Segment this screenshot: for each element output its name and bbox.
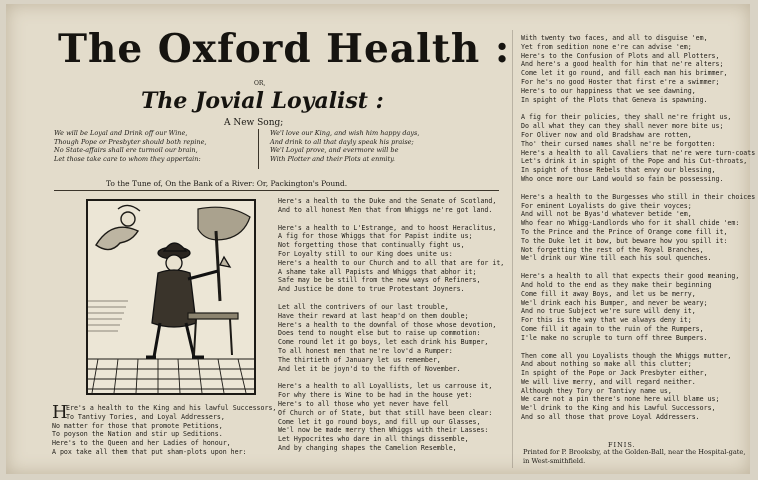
verse-line: And hold to the end as they make their beginning [521,280,712,289]
verse-line: I'le make no scruple to turn off three Bumpers. [521,333,708,342]
verse-line: Ere's a health to the King and his lawful Successors, [66,404,277,412]
verse-line: Come fill it again to the ruin of the Rumpers, [521,324,704,333]
stanza [521,272,753,342]
broadside-subtitle: The Jovial Loyalist : [141,88,384,114]
imprint-line: Printed for P. Brooksby, at the Golden-Ball, near the Hospital-gate, in West-smithfield. [523,448,746,465]
verse-line: A fig for those Whiggs that for Papist indite us; [278,232,473,241]
intro-line: No State-affairs shall ere turmoil our brain, [54,146,198,155]
stanza [521,192,756,263]
column-divider [512,30,513,468]
intro-line: We'l Loyal prove, and evermore will be [270,146,399,155]
verse-line: And here's a good health for him that ne're alters; [521,60,724,69]
verse-line: Who fear no Whigg-Landlords who for it shall chide 'em: [521,219,740,228]
stanza [521,34,753,104]
verse-line: And Justice be done to true Protestant Joyners. [278,285,465,294]
or-label: OR, [254,80,266,87]
verse-line: And about nothing so make all this clutter; [521,360,692,369]
verse-line: We'l drink each his Bumper, and never be weary; [521,298,708,307]
broadside-sheet [6,4,756,474]
verse-line: And will not be Byas'd whatever betide 'em, [521,210,692,219]
new-song-label: A New Song; [224,118,284,128]
verse-line: Here's a health to our Church and to all that are for it, [278,258,505,267]
verse-line: For eminent Loyalists do give their voyces; [521,201,692,210]
verse-line: Yet from sedition none e're can advise 'em; [521,42,692,51]
verse-line: Come round let it go boys, let each drink his Bumper, [278,338,489,347]
verse-line: Does tend to nought else but to raise up commotion: [278,329,481,338]
verse-line: Tho' their cursed names shall ne're be forgotten: [521,139,716,148]
verse-line: Do all what they can they shall never more bite us; [521,122,724,131]
verse-line: To Tantivy Tories, and Loyal Addressers, [66,412,225,421]
verse-line: For why there is Wine to be had in the house yet: [278,391,473,400]
stanza [52,404,280,422]
verse-line: Come let it go round boys, and fill up our Glasses, [278,417,481,426]
verse-line: With twenty two faces, and all to disguise 'em, [521,34,708,42]
verse-line: And to all honest Men that from Whiggs ne're got land. [278,205,493,214]
stanza [278,197,503,215]
verse-line: We'l now be made merry then Whiggs with their Lasses: [278,426,489,435]
verse-line: Here's to the Queen and her Ladies of honour, [52,439,231,448]
verse-line: A fig for their policies, they shall ne're fright us, [521,113,732,122]
verse-line: For Oliver now and old Bradshaw are rotten, [521,130,692,139]
verse-line: Here's a health to all Loyallists, let us carrouse it, [278,382,493,391]
verse-line: Come let it go round, and fill each man his brimmer, [521,69,728,78]
woodcut-illustration [86,199,256,395]
verse-line: Here's a health to the Duke and the Senate of Scotland, [278,197,497,205]
verse-line: To all honest men that ne're lov'd a Rumper: [278,346,453,355]
intro-line: Let those take care to whom they appertain: [54,154,201,163]
verse-line: Of Church or of State, but that still have been clear: [278,408,493,417]
stanza [278,303,503,373]
verse-line: We will live merry, and will regard neither. [521,377,696,386]
left-column [52,404,280,457]
verse-line: Here's a health to L'Estrange, and to hoost Heraclitus, [278,223,497,232]
verse-line: In spight of the Plots that Geneva is spawning. [521,95,708,104]
intro-line: Though Pope or Presbyter should both repine, [54,137,207,146]
verse-line: Who once more our Land would so fain be possessing. [521,174,724,183]
verse-line: For this is the way that we always deny it; [521,316,692,325]
intro-line: We will be Loyal and Drink off our Wine, [54,129,188,137]
stanza [52,422,280,457]
verse-line: Here's a health to the downfal of those whose devotion, [278,320,497,329]
verse-line: Here's to all those who yet never have fell [278,399,449,408]
stanza [278,382,503,452]
stanza [521,352,753,422]
verse-line: Come fill it away Boys, and let us be merry, [521,289,696,298]
verse-line: The thirtieth of January let us remember, [278,355,441,364]
verse-line: To the Prince and the Prince of Orange come fill it, [521,227,728,236]
verse-line: Have their reward at last heap'd on them double; [278,311,469,320]
intro-line: With Plotter and their Plots at enmity. [270,154,396,163]
middle-column [278,197,503,462]
finis-label: FINIS. [608,441,636,449]
header-rule [54,190,499,191]
verse-line: Here's a health to all that expects their good meaning, [521,272,740,281]
verse-line: Let's drink it in spight of the Pope and his Cut-throats, [521,157,748,166]
verse-line: For Loyalty still to our King does unite us: [278,249,453,258]
verse-line: And so all those that prove Loyal Addressers. [521,413,700,422]
verse-line: We'l drink to the King and his Lawful Successors, [521,404,716,413]
verse-line: No matter for those that promote Petitions, [52,421,223,430]
verse-line: And no true Subject we're sure will deny it, [521,307,696,316]
intro-line: We'l love our King, and wish him happy days, [270,129,420,137]
verse-line: Let Hypocrites who dare in all things dissemble, [278,435,469,444]
verse-line: Then come all you Loyalists though the Whiggs mutter, [521,351,732,360]
stanza [521,113,756,183]
verse-line: Although they Tory or Tantivy name us, [521,386,672,395]
verse-line: Let all the contrivers of our last trouble, [278,302,449,311]
intro-verse-right [270,129,500,163]
verse-line: Not forgetting the rest of the Royal Branches, [521,245,704,254]
verse-line: Here's to the Confusion of Plots and all Plotters, [521,51,720,60]
intro-verse-left [54,129,254,163]
drop-cap: H [52,402,68,423]
verse-line: We'l drink our Wine till each his soul quenches. [521,254,712,263]
broadside-title: The Oxford Health : [58,26,511,72]
verse-line: Here's to our happiness that we see dawning, [521,86,696,95]
verse-line: We care not a pin there's none here will blame us; [521,395,720,404]
verse-line: For he's no good Hoster that first e're a swimmer; [521,77,720,86]
verse-line: In spight of the Pope or Jack Presbyter either, [521,369,708,378]
verse-line: A pox take all them that put sham-plots upon her: [52,447,247,456]
right-column [521,34,756,431]
verse-line: Safe may be be still from the new ways of Refiners, [278,276,481,285]
verse-line: Here's a health to all Cavaliers that ne're were turn-coats [521,148,756,157]
tune-line: To the Tune of, On the Bank of a River: Or, Packington's Pound. [106,179,348,188]
stanza [278,224,503,294]
verse-line: Not forgetting those that continually fight us, [278,241,465,250]
verse-line: To the Duke let it bow, but beware how you spill it: [521,236,728,245]
verse-line: In spight of those Rebels that envy our blessing, [521,166,716,175]
verse-line: To poyson the Nation and stir up Seditions. [52,430,223,439]
verse-line: A shame take all Papists and Whiggs that abhor it; [278,267,477,276]
intro-line: And drink to all that dayly speak his praise; [270,137,414,146]
verse-line: Here's a health to the Burgesses who still in their choices [521,192,756,201]
verse-line: And by changing shapes the Camelion Resemble, [278,443,457,452]
intro-divider [258,129,259,169]
verse-line: And let it be joyn'd to the fifth of November. [278,364,461,373]
